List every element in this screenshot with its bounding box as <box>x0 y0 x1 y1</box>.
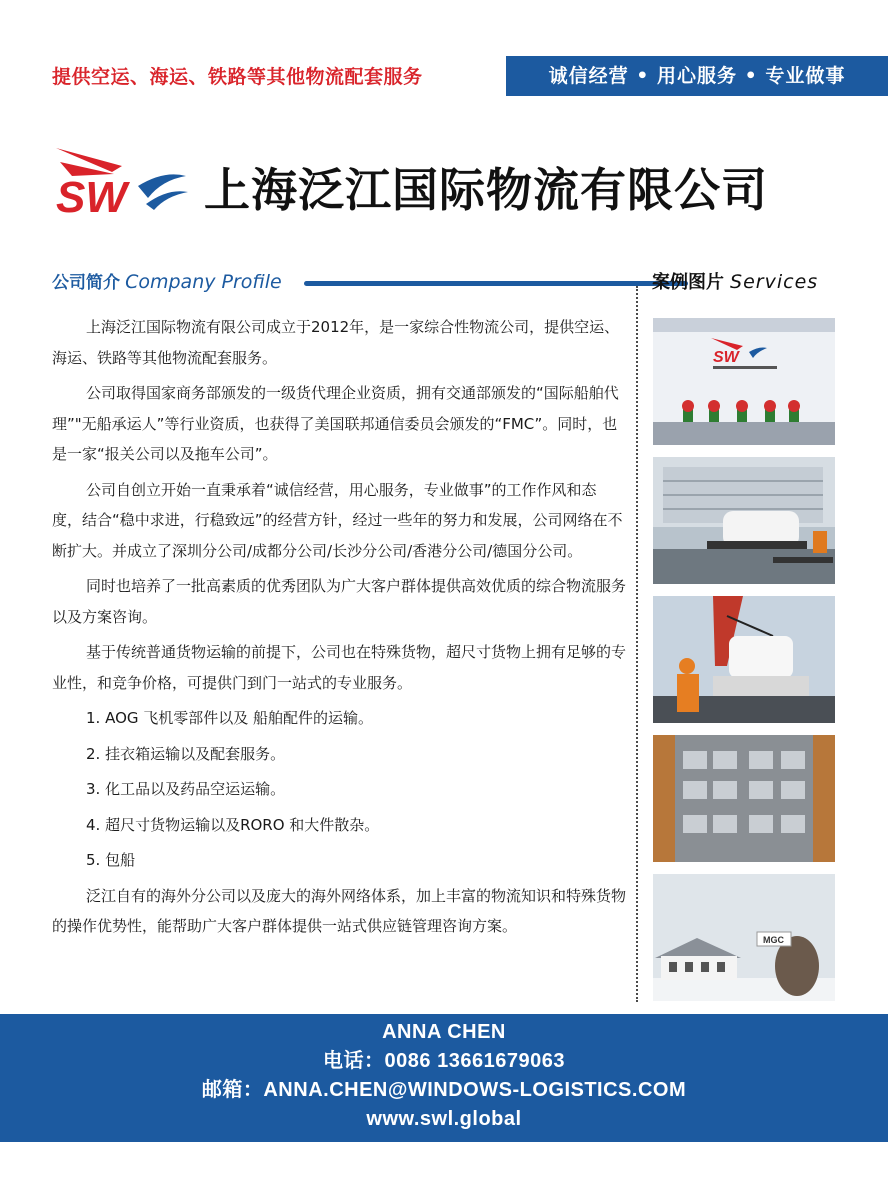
paragraph: 上海泛江国际物流有限公司成立于2012年，是一家综合性物流公司，提供空运、海运、铁路等其他物流配套服务。 <box>52 318 620 367</box>
services-title-en: Services <box>730 271 819 293</box>
website-link[interactable]: www.swl.global <box>366 1108 522 1130</box>
svg-text:MGC: MGC <box>763 935 784 945</box>
paragraph: 基于传统普通货物运输的前提下，公司也在特殊货物，超尺寸货物上拥有足够的专业性，和竞争价格，可提供门到门一站式的专业服务。 <box>52 643 627 692</box>
list-item: 2. 挂衣箱运输以及配套服务。 <box>86 744 286 763</box>
contact-email[interactable]: 邮箱：ANNA.CHEN@WINDOWS-LOGISTICS.COM <box>201 1079 687 1101</box>
contact-phone[interactable]: 电话：0086 13661679063 <box>323 1050 565 1072</box>
profile-title-en: Company Profile <box>125 271 282 293</box>
list-item: 3. 化工品以及药品空运运输。 <box>86 780 286 798</box>
contact-footer <box>0 1014 888 1142</box>
svg-text:SW: SW <box>713 349 739 366</box>
list-item: 4. 超尺寸货物运输以及RORO 和大件散杂。 <box>86 815 380 834</box>
list-item: 5. 包船 <box>86 851 136 869</box>
building-photo <box>653 874 835 1001</box>
paragraph: 公司取得国家商务部颁发的一级货代理企业资质，拥有交通部颁发的“国际船舶代理”"无船承运人”等行业资质，也获得了美国联邦通信委员会颁发的“FMC”。同时，也是一家“报关公司以及拖车公司”。 <box>52 384 619 463</box>
paragraph: 公司自创立开始一直秉承着“诚信经营，用心服务，专业做事”的工作作风和态度，结合“稳中求进，行稳致远”的经营方针，经过一些年的努力和发展，公司网络在不断扩大。并成立了深圳分公司/成都分公司/长沙分公司/香港分公司/德国分公司。 <box>52 480 623 560</box>
paragraph: 泛江自有的海外分公司以及庞大的海外网络体系，加上丰富的物流知识和特殊货物的操作优势性，能帮助广大客户群体提供一站式供应链管理咨询方案。 <box>52 886 627 935</box>
service-slogan: 提供空运、海运、铁路等其他物流配套服务 <box>52 66 423 88</box>
profile-body <box>52 312 626 947</box>
column-divider <box>636 286 638 1002</box>
heading-rule <box>304 281 688 286</box>
services-title-cn: 案例图片 <box>652 272 724 293</box>
contact-name: ANNA CHEN <box>382 1021 506 1043</box>
motto-banner: 诚信经营 • 用心服务 • 专业做事 <box>506 56 888 96</box>
list-item: 1. AOG 飞机零部件以及 船舶配件的运输。 <box>86 709 374 727</box>
office-photo <box>653 318 835 445</box>
profile-title-cn: 公司简介 <box>52 273 120 293</box>
port-cargo-photo <box>653 457 835 584</box>
services-heading <box>652 268 818 294</box>
paragraph: 同时也培养了一批高素质的优秀团队为广大客户群体提供高效优质的综合物流服务以及方案咨询。 <box>52 577 627 626</box>
company-logo <box>52 146 190 218</box>
svg-text:SW: SW <box>56 173 127 218</box>
company-name: 上海泛江国际物流有限公司 <box>204 163 768 217</box>
hold-loading-photo <box>653 735 835 862</box>
crane-lift-photo <box>653 596 835 723</box>
profile-heading <box>52 268 636 296</box>
